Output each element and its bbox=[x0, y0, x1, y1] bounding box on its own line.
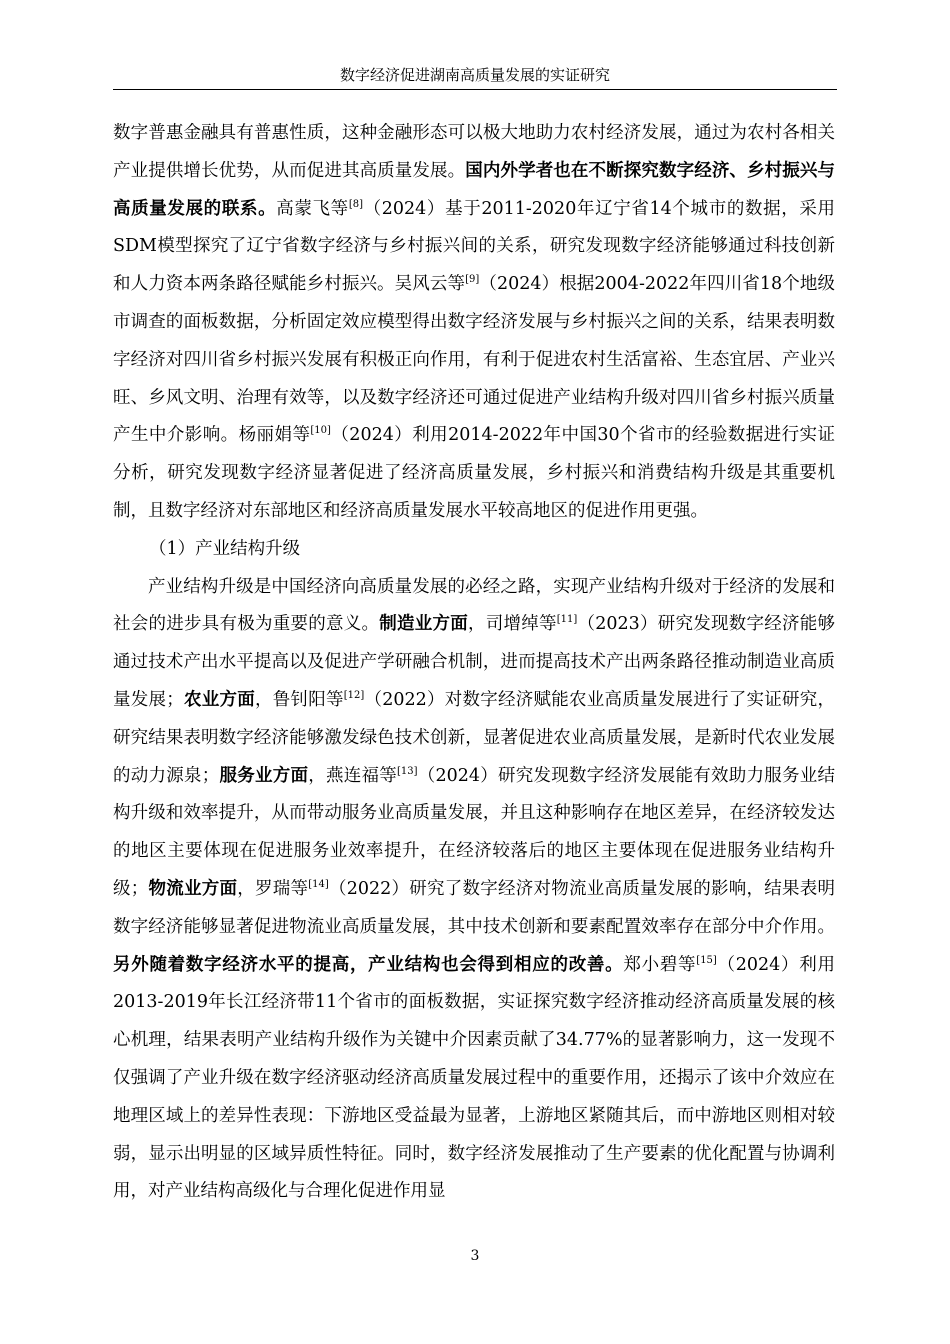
citation-ref: [11] bbox=[556, 614, 578, 626]
text-run: ，鲁钊阳等 bbox=[255, 689, 344, 710]
text-run: 数字普惠金融具有普惠性质，这种金融形态可以极大地助力农村经济发展，通过为农村各相关产业提供增长优势，从而促进其高质量发展。 bbox=[113, 123, 835, 181]
bold-emphasis: 另外随着数字经济水平的提高，产业结构也会得到相应的改善。 bbox=[113, 954, 624, 975]
text-run: （2022）研究了数字经济对物流业高质量发展的影响，结果表明数字经济能够显著促进物流业高质量发展，其中技术创新和要素配置效率存在部分中介作用。 bbox=[113, 878, 836, 937]
bold-emphasis: 服务业方面 bbox=[219, 765, 309, 786]
page-number: 3 bbox=[470, 1248, 480, 1264]
citation-ref: [10] bbox=[310, 425, 331, 437]
citation-ref: [12] bbox=[343, 689, 365, 701]
text-run: 高蒙飞等 bbox=[276, 198, 349, 219]
text-run: （2024）根据2004-2022年四川省18个地级市调查的面板数据，分析固定效应模型得出数字经济发展与乡村振兴之间的关系，结果表明数字经济对四川省乡村振兴发展有积极正向作用，有利于促进农村生活富裕、生态宜居、产业兴旺、乡风文明、治理有效等，以及数字经济还可通过促进产业结构升级对四川省乡村振兴质量产生中介影响。杨丽娟等 bbox=[113, 274, 835, 446]
bold-emphasis: 农业方面 bbox=[183, 689, 255, 710]
bold-emphasis: 物流业方面 bbox=[148, 878, 238, 899]
citation-ref: [9] bbox=[465, 274, 480, 286]
paragraph-2 bbox=[113, 569, 835, 1212]
text-run: 郑小碧等 bbox=[623, 954, 697, 975]
text-run: ，罗瑞等 bbox=[237, 878, 309, 899]
running-header: 数字经济促进湖南高质量发展的实证研究 bbox=[339, 66, 610, 84]
citation-ref: [8] bbox=[348, 198, 363, 210]
body-text bbox=[113, 115, 835, 1211]
citation-ref: [15] bbox=[696, 954, 717, 966]
section-heading: （1）产业结构升级 bbox=[149, 538, 301, 559]
paragraph-1 bbox=[113, 115, 835, 531]
text-run: （2023）研究发现数字经济能够通过技术产出水平提高以及促进产学研融合机制，进而提高技术产出两条路径推动制造业高质量发展； bbox=[113, 614, 836, 710]
bold-emphasis: 国内外学者也在不断探究数字经济、乡村振兴与高质量发展的联系。 bbox=[113, 160, 835, 219]
text-run: ，司增绰等 bbox=[467, 614, 557, 635]
citation-ref: [14] bbox=[308, 878, 329, 890]
text-run: ，燕连福等 bbox=[308, 765, 397, 786]
bold-emphasis: 制造业方面 bbox=[379, 614, 468, 635]
citation-ref: [13] bbox=[397, 765, 418, 777]
header-rule bbox=[113, 89, 837, 90]
text-run: 产业结构升级是中国经济向高质量发展的必经之路，实现产业结构升级对于经济的发展和社会的进步具有极为重要的意义。 bbox=[113, 576, 835, 635]
text-run: （2022）对数字经济赋能农业高质量发展进行了实证研究，研究结果表明数字经济能够激发绿色技术创新，显著促进农业高质量发展，是新时代农业发展的动力源泉； bbox=[113, 689, 836, 786]
text-run: （2024）研究发现数字经济发展能有效助力服务业结构升级和效率提升，从而带动服务业高质量发展，并且这种影响存在地区差异，在经济较发达的地区主要体现在促进服务业效率提升，在经济较落后的地区主要体现在促进服务业结构升级； bbox=[113, 765, 836, 899]
text-run: （2024）基于2011-2020年辽宁省14个城市的数据，采用SDM模型探究了辽宁省数字经济与乡村振兴间的关系，研究发现数字经济能够通过科技创新和人力资本两条路径赋能乡村振兴。吴风云等 bbox=[113, 198, 836, 295]
text-run: （2024）利用2013-2019年长江经济带11个省市的面板数据，实证探究数字经济推动经济高质量发展的核心机理，结果表明产业结构升级作为关键中介因素贡献了34.77%的显著影响力，这一发现不仅强调了产业升级在数字经济驱动经济高质量发展过程中的重要作用，还揭示了该中介效应在地理区域上的差异性表现：下游地区受益最为显著，上游地区紧随其后，而中游地区则相对较弱，显示出明显的区域异质性特征。同时，数字经济发展推动了生产要素的优化配置与协调利用，对产业结构高级化与合理化促进作用显 bbox=[113, 954, 836, 1202]
text-run: （2024）利用2014-2022年中国30个省市的经验数据进行实证分析，研究发现数字经济显著促进了经济高质量发展，乡村振兴和消费结构升级是其重要机制，且数字经济对东部地区和经济高质量发展水平较高地区的促进作用更强。 bbox=[113, 425, 835, 521]
